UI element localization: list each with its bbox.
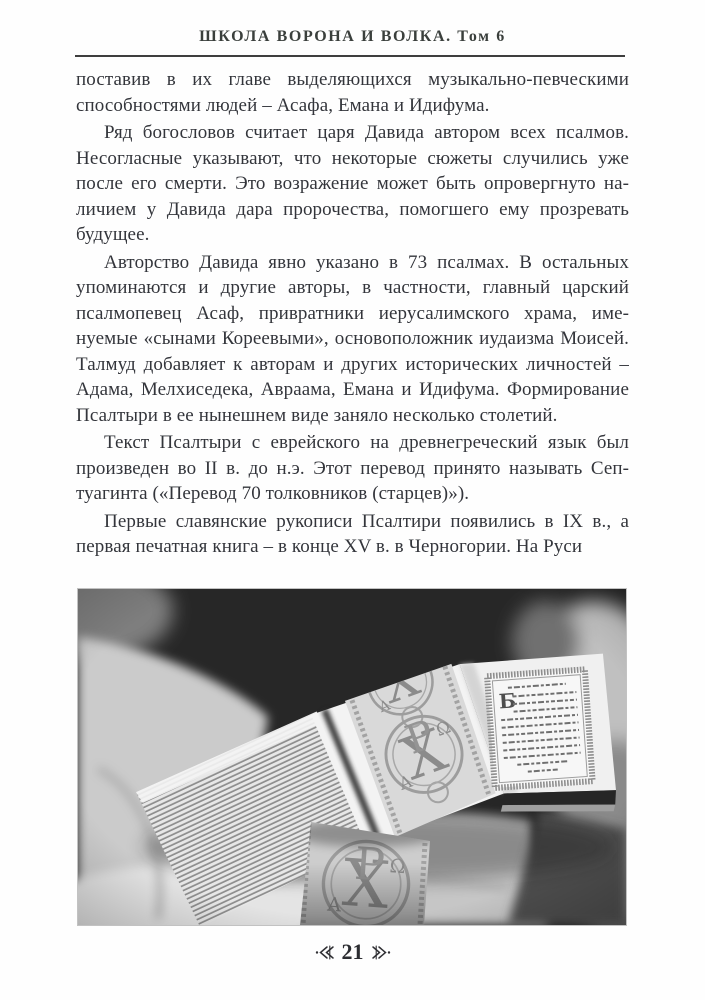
- left-arrow-ornament-icon: [315, 945, 335, 960]
- paragraph: Первые славянские рукописи Псалтири появились в IX в., а первая печатная книга – в конце XV в. в Черногории. На Руси: [76, 510, 629, 557]
- running-title: ШКОЛА ВОРОНА И ВОЛКА. Том 6: [199, 28, 506, 45]
- paragraph: Ряд богословов считает царя Давида автором всех псалмов. Несогласные указывают, что некоторые сюжеты случились уже после его смерти. Это возражение может быть опровергнуто наличием у Давида дара пророчества, помогшего ему прозревать будущее.: [76, 122, 629, 245]
- page-footer: [0, 941, 705, 963]
- psalter-photo: [77, 588, 627, 926]
- paragraph: поставив в их главе выделяющихся музыкально-певческими способностями людей – Асафа, Емана и Идифума.: [76, 69, 629, 116]
- paragraph: Текст Псалтыри с еврейского на древнегреческий язык был произведен во II в. до н.э. Этот перевод принято называть Септуагинта («Перевод 70 толковников (старцев)»).: [76, 432, 629, 504]
- header-rule: [75, 55, 625, 57]
- text-block: [76, 67, 629, 562]
- page-number: 21: [341, 939, 364, 964]
- psalter-photo-illustration: [78, 589, 626, 925]
- right-arrow-ornament-icon: [371, 945, 391, 960]
- paragraph: Авторство Давида явно указано в 73 псалмах. В остальных упоминаются и другие авторы, в частности, главный царский псалмопевец Асаф, привратники иерусалимского храма, именуемые «сынами Кореевыми», основоположник иудаизма Моисей. Талмуд добавляет к авторам и других исторических личностей – Адама, Мелхиседека, Авраама, Емана и Идифума. Формирование Псалтыри в ее нынешнем виде заняло несколько столетий.: [76, 251, 629, 426]
